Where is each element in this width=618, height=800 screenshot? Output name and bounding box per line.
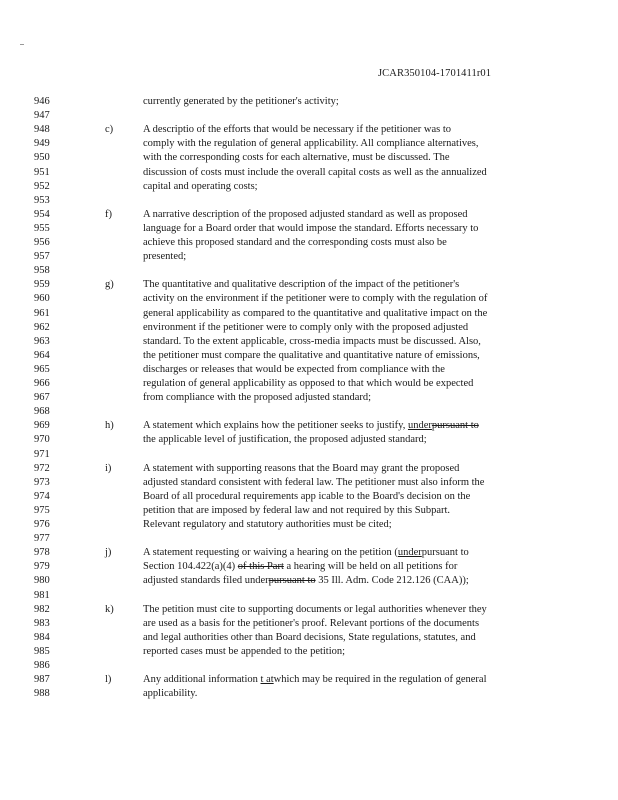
- text-run: reported cases must be appended to the petition;: [143, 645, 346, 657]
- line-text: [143, 574, 469, 588]
- line-number: 986: [34, 660, 50, 671]
- line-number: 956: [34, 237, 50, 248]
- text-run: language for a Board order that would impose the standard. Efforts necessary to: [143, 222, 479, 234]
- line-text: [143, 518, 392, 532]
- paragraph-label: i): [105, 462, 112, 474]
- text-run: Section 104.422(a)(4): [143, 561, 238, 573]
- document-line: [0, 335, 618, 349]
- line-number: 974: [34, 490, 50, 502]
- line-number: 973: [34, 476, 50, 488]
- text-run: applicability.: [143, 688, 198, 700]
- line-number: 951: [34, 166, 50, 178]
- document-line: [0, 391, 618, 405]
- line-text: [143, 307, 487, 321]
- line-number: 968: [34, 406, 50, 418]
- document-line: [0, 603, 618, 617]
- text-run: general applicability as compared to the quantitative and qualitative impact on the: [143, 307, 488, 319]
- line-text: [143, 180, 258, 194]
- line-number: 957: [34, 251, 50, 263]
- line-number: 965: [34, 363, 50, 375]
- line-text: [143, 278, 459, 292]
- line-text: [143, 95, 339, 109]
- document-line: [0, 448, 618, 462]
- text-run: pursuant to: [421, 547, 469, 559]
- line-text: [143, 166, 487, 180]
- struck-text: of this Part: [237, 561, 284, 573]
- line-text: [143, 151, 450, 165]
- line-number: 984: [34, 631, 50, 643]
- line-number: 970: [34, 434, 50, 446]
- document-line: [0, 250, 618, 264]
- text-run: The petition must cite to supporting documents or legal authorities whenever they: [143, 603, 487, 615]
- text-run: standard. To the extent applicable, cross-media impacts must be discussed. Also,: [143, 335, 481, 347]
- line-number: 954: [34, 208, 50, 220]
- line-number: 950: [34, 152, 50, 164]
- line-number: 946: [34, 96, 50, 107]
- line-text: [143, 617, 479, 631]
- line-text: [143, 645, 345, 659]
- paragraph-label: h): [105, 420, 114, 432]
- document-line: [0, 589, 618, 603]
- line-number: 952: [34, 180, 50, 192]
- document-line: [0, 673, 618, 687]
- line-number: 972: [34, 462, 50, 474]
- text-run: A statement which explains how the petitioner seeks to justify,: [143, 420, 408, 432]
- line-text: [143, 236, 447, 250]
- line-number: 982: [34, 603, 50, 615]
- document-line: [0, 292, 618, 306]
- document-line: [0, 405, 618, 419]
- inserted-text: under: [397, 547, 422, 559]
- line-text: [143, 208, 468, 222]
- line-number: 961: [34, 307, 50, 319]
- document-line: [0, 490, 618, 504]
- line-text: [143, 419, 479, 433]
- document-line: [0, 617, 618, 631]
- document-line: [0, 109, 618, 123]
- text-run: Any additional information: [143, 674, 261, 686]
- line-number: 959: [34, 279, 50, 291]
- text-run: environment if the petitioner were to comply only with the proposed adjusted: [143, 321, 469, 333]
- line-number: 969: [34, 420, 50, 432]
- text-run: the applicable level of justification, the proposed adjusted standard;: [143, 434, 427, 446]
- line-number: 985: [34, 645, 50, 657]
- line-text: [143, 391, 371, 405]
- text-run: achieve this proposed standard and the corresponding costs must also be: [143, 237, 447, 248]
- document-line: [0, 363, 618, 377]
- text-run: A statement with supporting reasons that the Board may grant the proposed: [143, 462, 460, 474]
- document-line: [0, 419, 618, 433]
- line-text: [143, 673, 487, 687]
- line-number: 948: [34, 124, 50, 136]
- document-line: [0, 321, 618, 335]
- line-text: [143, 631, 476, 645]
- line-number: 958: [34, 265, 50, 277]
- line-text: [143, 546, 469, 560]
- document-line: [0, 95, 618, 109]
- line-number: 978: [34, 547, 50, 559]
- line-number: 967: [34, 392, 50, 404]
- line-text: [143, 123, 451, 137]
- paragraph-label: g): [105, 279, 114, 291]
- line-text: [143, 349, 480, 363]
- line-number: 980: [34, 575, 50, 587]
- line-number: 966: [34, 378, 50, 389]
- paragraph-label: c): [105, 124, 114, 136]
- document-line: [0, 518, 618, 532]
- document-line: [0, 574, 618, 588]
- line-text: [143, 504, 450, 518]
- line-number: 976: [34, 519, 50, 530]
- line-number: 962: [34, 321, 50, 333]
- line-text: [143, 222, 478, 236]
- document-line: [0, 659, 618, 673]
- document-line: [0, 123, 618, 137]
- text-run: discussion of costs must include the overall capital costs as well as the annualized: [143, 166, 487, 178]
- text-run: A statement requesting or waiving a hearing on the petition (: [143, 547, 398, 559]
- document-line: [0, 264, 618, 278]
- line-text: [143, 490, 470, 504]
- line-text: [143, 137, 479, 151]
- line-number: 955: [34, 222, 50, 234]
- line-number: 981: [34, 589, 50, 601]
- line-text: [143, 377, 473, 391]
- line-text: [143, 603, 487, 617]
- document-line: [0, 462, 618, 476]
- text-run: a hearing will be held on all petitions for: [283, 561, 458, 573]
- document-line: [0, 151, 618, 165]
- document-line: [0, 222, 618, 236]
- line-number: 975: [34, 504, 50, 516]
- document-line: [0, 236, 618, 250]
- line-number: 949: [34, 138, 50, 150]
- document-line: [0, 180, 618, 194]
- line-number: 960: [34, 293, 50, 305]
- document-line: [0, 137, 618, 151]
- line-text: [143, 292, 487, 306]
- document-line: [0, 560, 618, 574]
- struck-text: pursuant to: [268, 575, 316, 587]
- line-text: [143, 335, 481, 349]
- line-text: [143, 687, 197, 701]
- document-line: [0, 532, 618, 546]
- text-run: and legal authorities other than Board decisions, State regulations, statutes, and: [143, 631, 476, 643]
- paragraph-label: f): [105, 208, 112, 220]
- document-line: [0, 476, 618, 490]
- line-number: 963: [34, 335, 50, 347]
- document-line: [0, 349, 618, 363]
- text-run: Board of all procedural requirements app icable to the Board's decision on the: [143, 490, 471, 502]
- line-text: [143, 363, 445, 377]
- document-line: [0, 631, 618, 645]
- text-run: A descriptio of the efforts that would be necessary if the petitioner was to: [143, 124, 452, 136]
- text-run: regulation of general applicability as opposed to that which would be expected: [143, 378, 474, 389]
- text-run: activity on the environment if the petitioner were to comply with the regulation of: [143, 293, 488, 305]
- document-line: [0, 546, 618, 560]
- text-run: petition that are imposed by federal law and not required by this Subpart.: [143, 504, 451, 516]
- line-number: 971: [34, 448, 50, 460]
- line-number: 987: [34, 674, 50, 686]
- line-text: [143, 462, 459, 476]
- text-run: discharges or releases that would be expected from compliance with the: [143, 363, 445, 375]
- line-number: 979: [34, 561, 50, 573]
- text-run: the petitioner must compare the qualitative and quantitative nature of emissions,: [143, 349, 480, 361]
- document-line: [0, 377, 618, 391]
- paragraph-label: k): [105, 603, 114, 615]
- paragraph-label: l): [105, 674, 112, 686]
- text-run: presented;: [143, 251, 187, 263]
- document-line: [0, 166, 618, 180]
- inserted-text: t at: [260, 674, 274, 686]
- line-text: [143, 433, 427, 447]
- text-run: A narrative description of the proposed adjusted standard as well as proposed: [143, 208, 468, 220]
- text-run: with the corresponding costs for each alternative, must be discussed. The: [143, 152, 450, 164]
- text-run: adjusted standard consistent with federal law. The petitioner must also inform the: [143, 476, 485, 488]
- document-id: JCAR350104-1701411r01: [378, 68, 492, 79]
- document-line: [0, 208, 618, 222]
- text-run: The quantitative and qualitative description of the impact of the petitioner's: [143, 279, 460, 291]
- text-run: comply with the regulation of general applicability. All compliance alternatives,: [143, 138, 479, 150]
- text-run: Relevant regulatory and statutory authorities must be cited;: [143, 519, 392, 530]
- paragraph-label: j): [105, 547, 112, 559]
- text-run: 35 Ill. Adm. Code 212.126 (CAA));: [315, 575, 469, 587]
- line-number: 988: [34, 688, 50, 700]
- document-line: [0, 504, 618, 518]
- document-line: [0, 433, 618, 447]
- line-text: [143, 321, 468, 335]
- document-line: [0, 645, 618, 659]
- scan-mark: [20, 44, 24, 45]
- text-run: which may be required in the regulation of general: [273, 674, 487, 686]
- document-line: [0, 194, 618, 208]
- document-line: [0, 307, 618, 321]
- text-run: from compliance with the proposed adjusted standard;: [143, 392, 372, 404]
- line-number: 983: [34, 617, 50, 629]
- line-text: [143, 476, 484, 490]
- text-run: capital and operating costs;: [143, 180, 258, 192]
- text-run: adjusted standards filed under: [143, 575, 269, 587]
- line-number: 964: [34, 349, 50, 361]
- struck-text: pursuant to: [431, 420, 479, 432]
- line-text: [143, 250, 186, 264]
- document-line: [0, 278, 618, 292]
- document-line: [0, 687, 618, 701]
- line-number: 953: [34, 194, 50, 206]
- line-text: [143, 560, 457, 574]
- text-run: currently generated by the petitioner's activity;: [143, 96, 339, 107]
- inserted-text: under: [407, 420, 432, 432]
- line-number: 947: [34, 110, 50, 122]
- line-number: 977: [34, 533, 50, 545]
- text-run: are used as a basis for the petitioner's proof. Relevant portions of the documents: [143, 617, 480, 629]
